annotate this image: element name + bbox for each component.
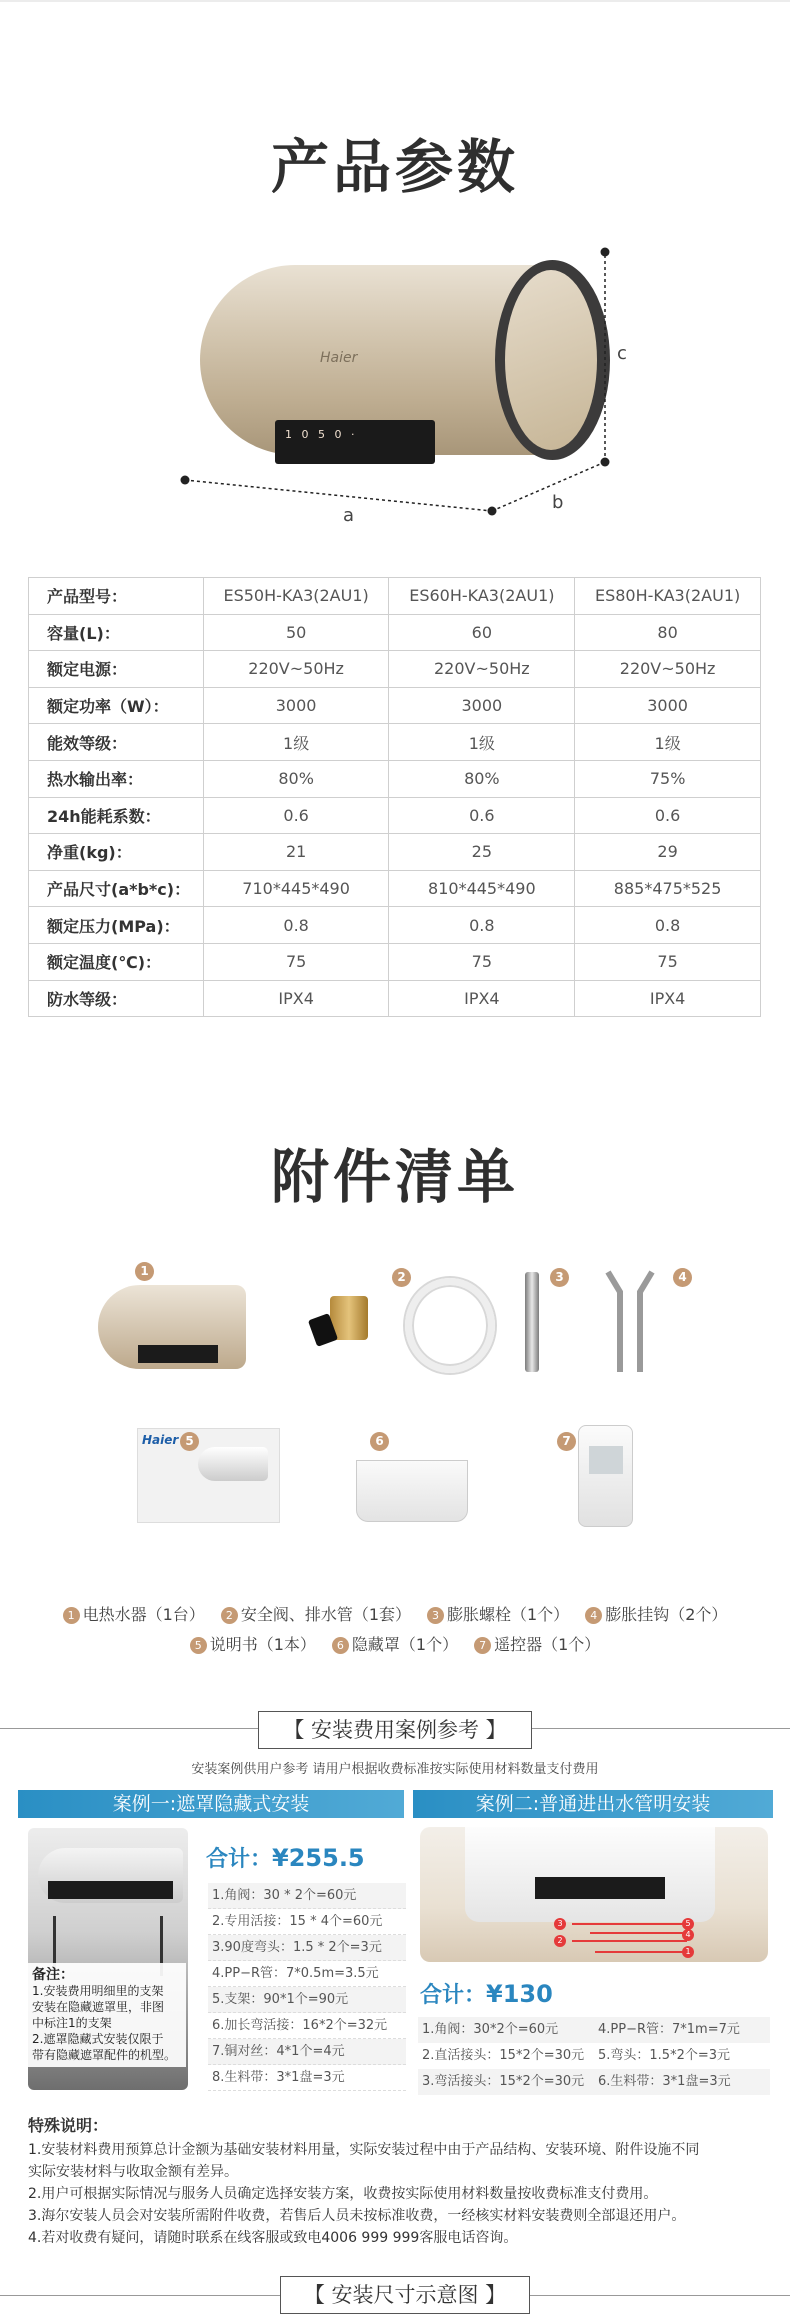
case2-price-row: [418, 2017, 770, 2043]
dimension-lines: [0, 0, 790, 560]
accessory-number-badge: 6: [332, 1637, 349, 1654]
case2-price-row: [418, 2043, 770, 2069]
spec-label: 容量(L)：: [29, 614, 204, 651]
case1-price-item: 1.角阀：30 * 2个=60元: [208, 1883, 406, 1909]
spec-value: 80: [575, 614, 761, 651]
spec-value: IPX4: [575, 980, 761, 1017]
accessory-number-badge: 2: [221, 1607, 238, 1624]
accessory-badge-1: 1: [135, 1262, 154, 1281]
accessory-badge-4: 4: [673, 1268, 692, 1287]
case1-note: 备注： 1.安装费用明细里的支架 安装在隐藏遮罩里，非图 中标注1的支架 2.遮罩隐藏式安装仅限于 带有隐藏遮罩配件的机型。: [28, 1963, 186, 2067]
section-title-params: 产品参数: [270, 133, 519, 201]
case2-price-item: 5.弯头：1.5*2个=3元: [598, 2048, 731, 2063]
spec-value: 29: [575, 834, 761, 871]
accessory-list-item: [190, 1635, 316, 1654]
accessory-bolt-image: [525, 1272, 539, 1372]
case2-heading: 案例二:普通进出水管明安装: [413, 1790, 773, 1818]
spec-label: 额定压力(MPa)：: [29, 907, 204, 944]
case2-price-item: 6.生料带：3*1盘=3元: [598, 2074, 731, 2089]
case2-photo: [420, 1827, 768, 1962]
accessory-hooks-image: [600, 1268, 660, 1376]
spec-value: 0.6: [203, 797, 389, 834]
case2-mark-2: 2: [554, 1935, 566, 1947]
accessory-badge-6: 6: [370, 1432, 389, 1451]
spec-value: 25: [389, 834, 575, 871]
spec-value: 75: [203, 943, 389, 980]
section-title-accessories: 附件清单: [270, 1143, 519, 1211]
spec-value: 0.6: [575, 797, 761, 834]
spec-value: 220V~50Hz: [389, 651, 575, 688]
accessory-badge-5: 5: [180, 1432, 199, 1451]
spec-value: 60: [389, 614, 575, 651]
accessory-manual-image: [137, 1428, 280, 1523]
special-notes-title: 特殊说明：: [28, 2116, 109, 2135]
accessory-label: 遥控器（1个）: [494, 1635, 601, 1654]
accessory-label: 安全阀、排水管（1套）: [240, 1605, 411, 1624]
spec-value: 1级: [575, 724, 761, 761]
case1-note-title: 备注：: [32, 1967, 74, 1983]
spec-row: [29, 651, 761, 688]
accessory-heater-image: [98, 1285, 246, 1369]
spec-value: 75: [389, 943, 575, 980]
case2-price-item: 1.角阀：30*2个=60元: [422, 2022, 559, 2037]
spec-value: 75: [575, 943, 761, 980]
accessory-label: 说明书（1本）: [209, 1635, 316, 1654]
accessory-number-badge: 5: [190, 1637, 207, 1654]
spec-label: 能效等级：: [29, 724, 204, 761]
spec-label: 净重(kg)：: [29, 834, 204, 871]
accessory-list-item: [427, 1605, 569, 1624]
case1-price-item: 6.加长弯活接：16*2个=32元: [208, 2013, 406, 2039]
accessory-remote-image: [578, 1425, 633, 1527]
special-notes: 特殊说明： 1.安装材料费用预算总计金额为基础安装材料用量，实际安装过程中由于产品结构、安装环境、附件设施不同 实际安装材料与收取金额有差异。 2.用户可根据实际情况与服务人员确定选择安装方案，收费按实际使用材料数量按收费标准支付费用。 3.海尔安装人员会对安装所需附件收费，若售后人员未按标准收费，一经核实材料安装费则全部退还用户。 4.若对收费有疑问，请随时联系在线客服或致电4006 999 999客服电话咨询。: [28, 2115, 768, 2249]
spec-row: [29, 760, 761, 797]
cost-section-title: 【 安装费用案例参考 】: [258, 1711, 532, 1749]
spec-value: 885*475*525: [575, 870, 761, 907]
spec-value: 0.8: [203, 907, 389, 944]
case1-price-item: 8.生料带：3*1盘=3元: [208, 2065, 406, 2091]
spec-row: [29, 980, 761, 1017]
spec-value: IPX4: [389, 980, 575, 1017]
spec-table: [28, 577, 761, 1017]
heater-brand-logo: Haier: [320, 350, 358, 366]
spec-value: 3000: [575, 687, 761, 724]
case1-price-item: 5.支架：90*1个=90元: [208, 1987, 406, 2013]
spec-value: 220V~50Hz: [203, 651, 389, 688]
accessory-list-item: [474, 1635, 600, 1654]
case1-heading: 案例一:遮罩隐藏式安装: [18, 1790, 404, 1818]
spec-label: 产品型号：: [29, 578, 204, 615]
case2-price-item: 3.弯活接头：15*2个=30元: [422, 2074, 585, 2089]
accessory-list-item: [221, 1605, 411, 1624]
accessory-list-item: [63, 1605, 205, 1624]
spec-value: 3000: [389, 687, 575, 724]
accessory-badge-7: 7: [557, 1432, 576, 1451]
spec-value: 710*445*490: [203, 870, 389, 907]
spec-value: 3000: [203, 687, 389, 724]
spec-label: 额定温度(℃)：: [29, 943, 204, 980]
case2-total-value: ¥130: [486, 1980, 553, 2008]
accessory-number-badge: 4: [585, 1607, 602, 1624]
case2-price-item: 4.PP−R管：7*1m=7元: [598, 2022, 740, 2037]
spec-value: 0.8: [575, 907, 761, 944]
spec-value: 50: [203, 614, 389, 651]
accessory-list-item: [332, 1635, 458, 1654]
spec-value: 0.6: [389, 797, 575, 834]
case2-price-row: [418, 2069, 770, 2095]
spec-row: [29, 724, 761, 761]
accessory-valve-image: [312, 1290, 382, 1352]
accessory-cover-image: [356, 1460, 468, 1522]
accessory-heater-panel: [138, 1345, 218, 1363]
spec-value: ES60H-KA3(2AU1): [389, 578, 575, 615]
spec-label: 24h能耗系数：: [29, 797, 204, 834]
case2-mark-5: 5: [682, 1918, 694, 1930]
spec-value: 220V~50Hz: [575, 651, 761, 688]
install-size-title: 【 安装尺寸示意图 】: [280, 2276, 530, 2314]
spec-row: [29, 797, 761, 834]
case2-mark-4: 4: [682, 1929, 694, 1941]
spec-value: 0.8: [389, 907, 575, 944]
case2-mark-3: 3: [554, 1918, 566, 1930]
spec-row: [29, 614, 761, 651]
accessory-label: 膨胀挂钩（2个）: [605, 1605, 728, 1624]
accessory-label: 电热水器（1台）: [82, 1605, 205, 1624]
cost-subtitle: 安装案例供用户参考 请用户根据收费标准按实际使用材料数量支付费用: [191, 1762, 599, 1777]
accessory-list-item: [585, 1605, 727, 1624]
case1-price-item: 7.铜对丝：4*1个=4元: [208, 2039, 406, 2065]
case1-price-item: 2.专用活接：15 * 4个=60元: [208, 1909, 406, 1935]
spec-row: [29, 578, 761, 615]
spec-value: ES80H-KA3(2AU1): [575, 578, 761, 615]
accessory-hose-image: [405, 1278, 495, 1373]
case1-price-item: 3.90度弯头：1.5 * 2个=3元: [208, 1935, 406, 1961]
spec-value: 21: [203, 834, 389, 871]
accessory-list-row-1: [0, 1602, 790, 1625]
spec-label: 额定电源：: [29, 651, 204, 688]
spec-value: 810*445*490: [389, 870, 575, 907]
spec-label: 额定功率（W）：: [29, 687, 204, 724]
accessory-number-badge: 7: [474, 1637, 491, 1654]
accessory-badge-3: 3: [550, 1268, 569, 1287]
spec-value: 75%: [575, 760, 761, 797]
spec-value: ES50H-KA3(2AU1): [203, 578, 389, 615]
accessory-label: 隐藏罩（1个）: [351, 1635, 459, 1654]
spec-row: [29, 943, 761, 980]
accessory-label: 膨胀螺栓（1个）: [447, 1605, 570, 1624]
spec-value: IPX4: [203, 980, 389, 1017]
case1-total-value: ¥255.5: [272, 1844, 365, 1872]
case1-price-item: 4.PP−R管：7*0.5m=3.5元: [208, 1961, 406, 1987]
heater-display: 1 0 5 0 ·: [285, 428, 358, 441]
dim-label-c: c: [617, 343, 627, 364]
case2-price-item: 2.直活接头：15*2个=30元: [422, 2048, 585, 2063]
case2-total: 合计：¥130: [420, 1980, 553, 2008]
spec-row: [29, 687, 761, 724]
accessory-badge-2: 2: [392, 1268, 411, 1287]
spec-row: [29, 834, 761, 871]
accessory-number-badge: 1: [63, 1607, 80, 1624]
case2-price-list: [418, 2017, 770, 2095]
dim-label-b: b: [552, 492, 564, 513]
spec-label: 热水输出率：: [29, 760, 204, 797]
case1-price-list: [208, 1883, 406, 2091]
spec-label: 防水等级：: [29, 980, 204, 1017]
case2-mark-1: 1: [682, 1946, 694, 1958]
manual-brand-logo: Haier: [142, 1433, 179, 1447]
case1-total: 合计：¥255.5: [206, 1844, 365, 1872]
spec-row: [29, 907, 761, 944]
accessory-list-row-2: [0, 1632, 790, 1655]
dim-label-a: a: [343, 505, 355, 526]
spec-value: 1级: [203, 724, 389, 761]
spec-row: [29, 870, 761, 907]
spec-value: 80%: [389, 760, 575, 797]
accessory-number-badge: 3: [427, 1607, 444, 1624]
spec-value: 80%: [203, 760, 389, 797]
spec-value: 1级: [389, 724, 575, 761]
spec-label: 产品尺寸(a*b*c)：: [29, 870, 204, 907]
